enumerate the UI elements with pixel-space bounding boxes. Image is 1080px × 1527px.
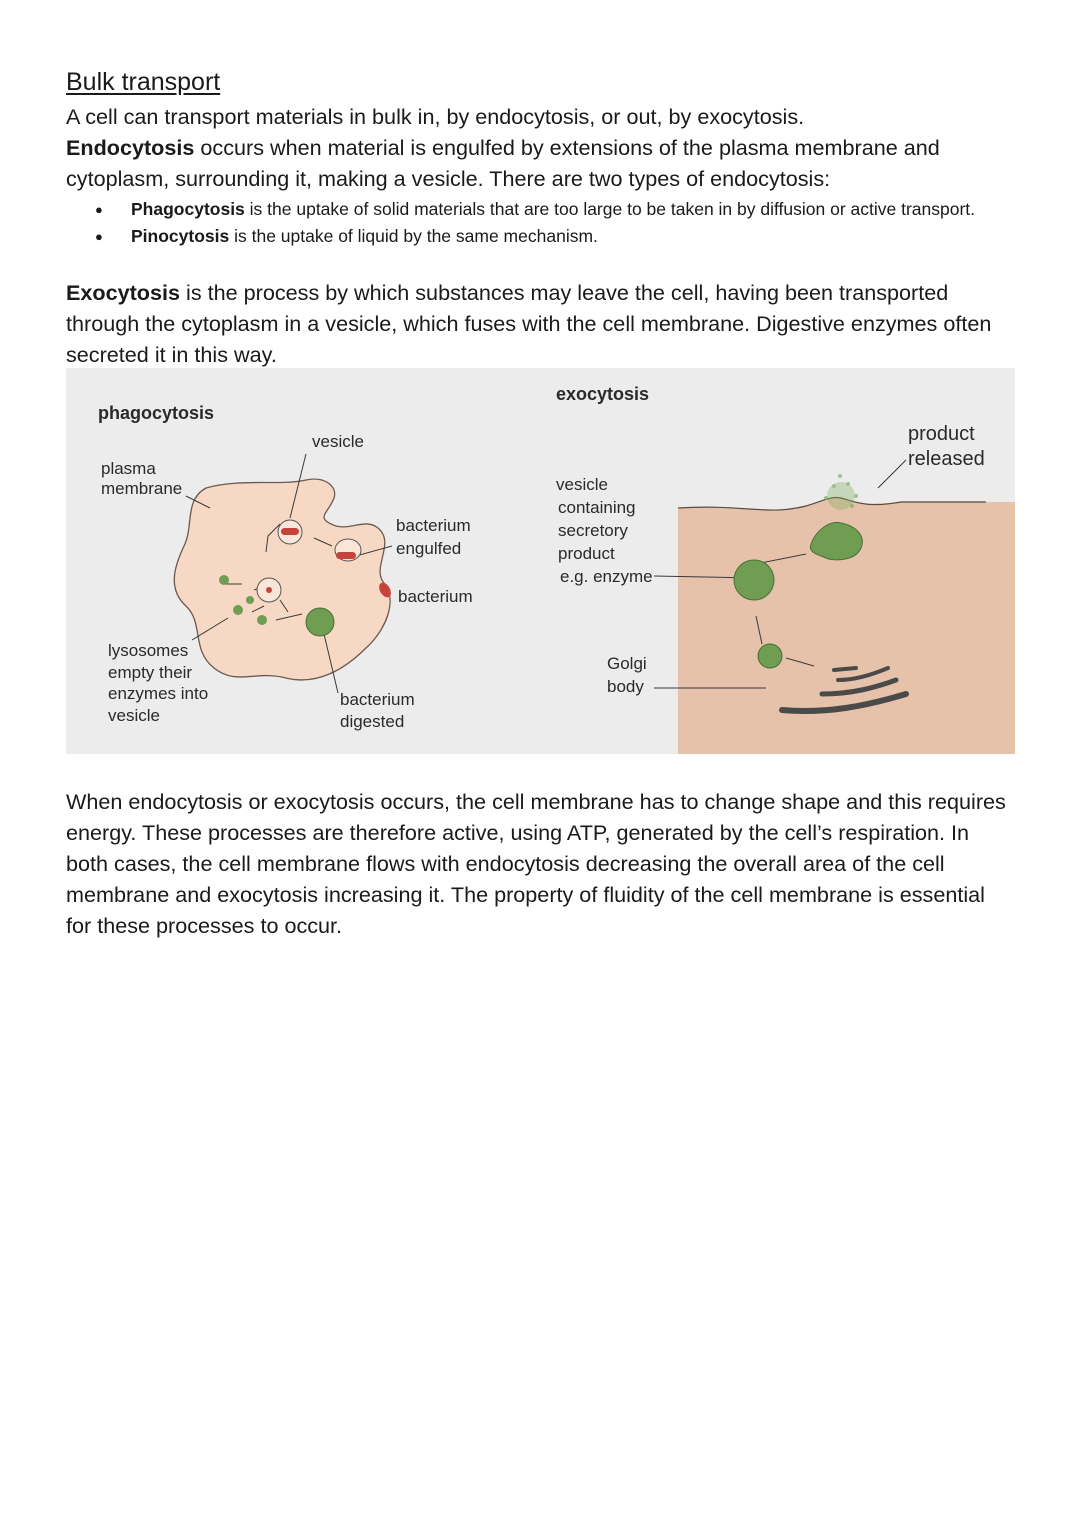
exocytosis-term: Exocytosis (66, 280, 181, 305)
golgi-vesicle-icon (758, 644, 782, 668)
endocytosis-types-list (92, 196, 1012, 250)
lysosome-icon (246, 596, 254, 604)
phagocytosis-definition: is the uptake of solid materials that are too large to be taken in by diffusion or active transport. (244, 199, 976, 219)
section-heading: Bulk transport (66, 68, 221, 96)
lysosomes-label-2: empty their (108, 663, 193, 682)
pinocytosis-definition: is the uptake of liquid by the same mechanism. (229, 226, 598, 246)
lysosome-icon (257, 615, 267, 625)
vesicle-label: vesicle (312, 432, 364, 451)
endocytosis-term: Endocytosis (66, 135, 195, 160)
plasma-membrane-label-1: plasma (101, 459, 156, 478)
closing-paragraph: When endocytosis or exocytosis occurs, the cell membrane has to change shape and this requires energy. These processes are therefore active, using ATP, generated by the cell’s respiration. In both cases, the cell membrane flows with endocytosis decreasing the overall area of the cell membrane and exocytosis increasing it. The property of fluidity of the cell membrane is essential for these processes to occur. (66, 789, 1006, 938)
vesicle-content-label-1: vesicle (556, 475, 608, 494)
exocytosis-definition: is the process by which substances may leave the cell, having been transported through the cytoplasm in a vesicle, which fuses with the cell membrane. Digestive enzymes often secreted it in this way. (66, 280, 992, 367)
vesicle-content-label-2: containing (558, 498, 636, 517)
lysosomes-label-3: enzymes into (108, 684, 209, 703)
product-released-label-2: released (908, 448, 985, 470)
vesicle-content-label-5: e.g. enzyme (560, 567, 653, 586)
lysosomes-label-4: vesicle (108, 706, 160, 725)
bacterium-label: bacterium (398, 587, 473, 606)
bacterium-icon (336, 552, 356, 559)
secretory-vesicle-icon (734, 560, 774, 600)
exocytosis-title: exocytosis (556, 384, 650, 404)
diagram-svg (66, 368, 1015, 754)
digested-vesicle-icon (306, 608, 334, 636)
list-item (92, 196, 1012, 223)
pinocytosis-term: Pinocytosis (131, 226, 230, 246)
bacterium-engulfed-label-1: bacterium (396, 516, 471, 535)
bacterium-engulfed-label-2: engulfed (396, 539, 462, 558)
exocytosis-paragraph (66, 277, 1016, 370)
product-released-label-1: product (908, 423, 975, 445)
vesicle-content-label-3: secretory (558, 521, 628, 540)
bacterium-icon (266, 587, 272, 593)
phagocytosis-title: phagocytosis (98, 403, 215, 423)
bacterium-icon (281, 528, 299, 535)
plasma-membrane-label-2: membrane (101, 479, 183, 498)
intro-paragraph (66, 101, 1016, 194)
lysosomes-label-1: lysosomes (108, 641, 189, 660)
bacterium-digested-label-1: bacterium (340, 690, 415, 709)
lysosome-icon (233, 605, 243, 615)
endocytosis-definition: occurs when material is engulfed by extensions of the plasma membrane and cytoplasm, surrounding it, making a vesicle. There are two types of endocytosis: (66, 135, 940, 191)
intro-line: A cell can transport materials in bulk in, by endocytosis, or out, by exocytosis. (66, 104, 805, 129)
phagocytosis-term: Phagocytosis (131, 199, 245, 219)
golgi-label-2: body (607, 677, 644, 696)
list-item (92, 223, 1012, 250)
bacterium-digested-label-2: digested (340, 712, 405, 731)
vesicle-content-label-4: product (558, 544, 615, 563)
golgi-label-1: Golgi (607, 654, 647, 673)
bulk-transport-diagram (66, 368, 1015, 754)
lysosome-icon (219, 575, 229, 585)
